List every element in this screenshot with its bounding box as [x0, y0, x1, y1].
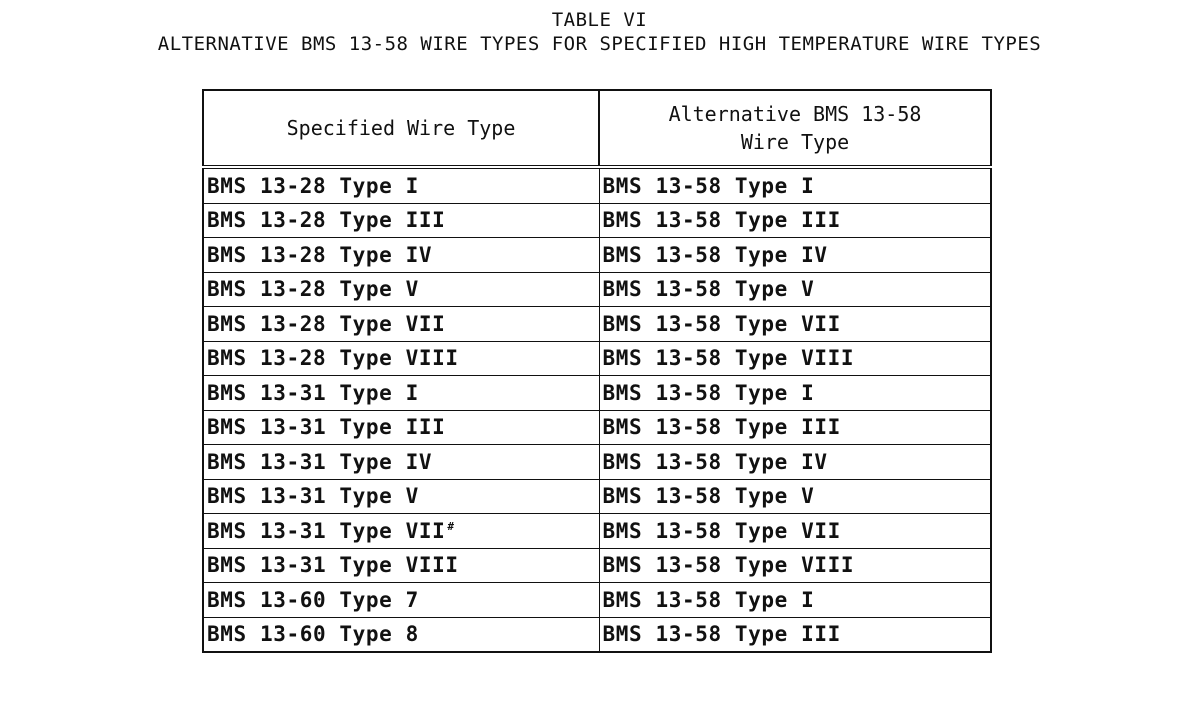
- table-subtitle: ALTERNATIVE BMS 13-58 WIRE TYPES FOR SPECIFIED HIGH TEMPERATURE WIRE TYPES: [157, 33, 1042, 55]
- alternative-wire-type: BMS 13-58 Type VII: [602, 311, 841, 336]
- specified-wire-type: BMS 13-31 Type III: [207, 415, 446, 440]
- specified-wire-type: BMS 13-28 Type III: [207, 208, 446, 233]
- specified-wire-type: BMS 13-28 Type V: [207, 277, 419, 302]
- table-row: [203, 341, 991, 376]
- table-body: [203, 167, 991, 652]
- specified-wire-cell: [203, 514, 599, 549]
- specified-wire-type: BMS 13-31 Type VII: [207, 518, 446, 543]
- specified-wire-cell: [203, 479, 599, 514]
- alternative-wire-type: BMS 13-58 Type I: [602, 380, 815, 405]
- specified-wire-type: BMS 13-31 Type I: [207, 380, 419, 405]
- alternative-wire-type: BMS 13-58 Type V: [602, 277, 815, 302]
- alternative-wire-type: BMS 13-58 Type VIII: [602, 553, 855, 578]
- alternative-wire-cell: [599, 341, 991, 376]
- alternative-wire-cell: [599, 479, 991, 514]
- alternative-wire-type: BMS 13-58 Type V: [602, 484, 815, 509]
- header-specified-label: Specified Wire Type: [286, 116, 516, 140]
- table-row: [203, 548, 991, 583]
- alternative-wire-cell: [599, 272, 991, 307]
- footnote-mark: #: [447, 519, 455, 533]
- specified-wire-cell: [203, 617, 599, 652]
- specified-wire-type: BMS 13-28 Type VII: [207, 311, 446, 336]
- alternative-wire-type: BMS 13-58 Type IV: [602, 242, 828, 267]
- table-row: [203, 410, 991, 445]
- specified-wire-type: BMS 13-31 Type V: [207, 484, 419, 509]
- table-row: [203, 167, 991, 203]
- alternative-wire-cell: [599, 617, 991, 652]
- specified-wire-cell: [203, 548, 599, 583]
- alternative-wire-type: BMS 13-58 Type VIII: [602, 346, 855, 371]
- alternative-wire-cell: [599, 203, 991, 238]
- specified-wire-type: BMS 13-60 Type 8: [207, 622, 419, 647]
- specified-wire-cell: [203, 376, 599, 411]
- alternative-wire-cell: [599, 548, 991, 583]
- specified-wire-cell: [203, 583, 599, 618]
- specified-wire-cell: [203, 238, 599, 273]
- specified-wire-cell: [203, 203, 599, 238]
- alternative-wire-type: BMS 13-58 Type VII: [602, 518, 841, 543]
- table-row: [203, 514, 991, 549]
- alternative-wire-cell: [599, 583, 991, 618]
- table-row: [203, 376, 991, 411]
- table-row: [203, 307, 991, 342]
- specified-wire-cell: [203, 410, 599, 445]
- alternative-wire-cell: [599, 376, 991, 411]
- header-specified-wire-type: [203, 90, 599, 167]
- table-title: TABLE VI: [551, 9, 648, 31]
- specified-wire-cell: [203, 167, 599, 203]
- alternative-wire-cell: [599, 238, 991, 273]
- specified-wire-type: BMS 13-31 Type VIII: [207, 553, 459, 578]
- wire-type-table: [202, 89, 992, 653]
- specified-wire-cell: [203, 341, 599, 376]
- alternative-wire-cell: [599, 307, 991, 342]
- table-row: [203, 203, 991, 238]
- table-row: [203, 238, 991, 273]
- alternative-wire-type: BMS 13-58 Type III: [602, 208, 841, 233]
- table-row: [203, 617, 991, 652]
- specified-wire-type: BMS 13-60 Type 7: [207, 587, 419, 612]
- specified-wire-type: BMS 13-28 Type I: [207, 173, 419, 198]
- table-row: [203, 445, 991, 480]
- table-row: [203, 272, 991, 307]
- specified-wire-type: BMS 13-28 Type VIII: [207, 346, 459, 371]
- specified-wire-cell: [203, 272, 599, 307]
- alternative-wire-type: BMS 13-58 Type I: [602, 587, 815, 612]
- header-alternative-wire-type: [599, 90, 991, 167]
- header-alternative-line2: Wire Type: [740, 130, 850, 154]
- table-row: [203, 479, 991, 514]
- alternative-wire-type: BMS 13-58 Type I: [602, 173, 815, 198]
- header-row: [203, 90, 991, 167]
- alternative-wire-type: BMS 13-58 Type III: [602, 622, 841, 647]
- specified-wire-type: BMS 13-31 Type IV: [207, 449, 433, 474]
- header-alternative-line1: Alternative BMS 13-58: [668, 102, 922, 126]
- specified-wire-cell: [203, 307, 599, 342]
- alternative-wire-cell: [599, 514, 991, 549]
- alternative-wire-type: BMS 13-58 Type III: [602, 415, 841, 440]
- alternative-wire-cell: [599, 410, 991, 445]
- alternative-wire-cell: [599, 445, 991, 480]
- specified-wire-cell: [203, 445, 599, 480]
- alternative-wire-type: BMS 13-58 Type IV: [602, 449, 828, 474]
- specified-wire-type: BMS 13-28 Type IV: [207, 242, 433, 267]
- alternative-wire-cell: [599, 167, 991, 203]
- table-row: [203, 583, 991, 618]
